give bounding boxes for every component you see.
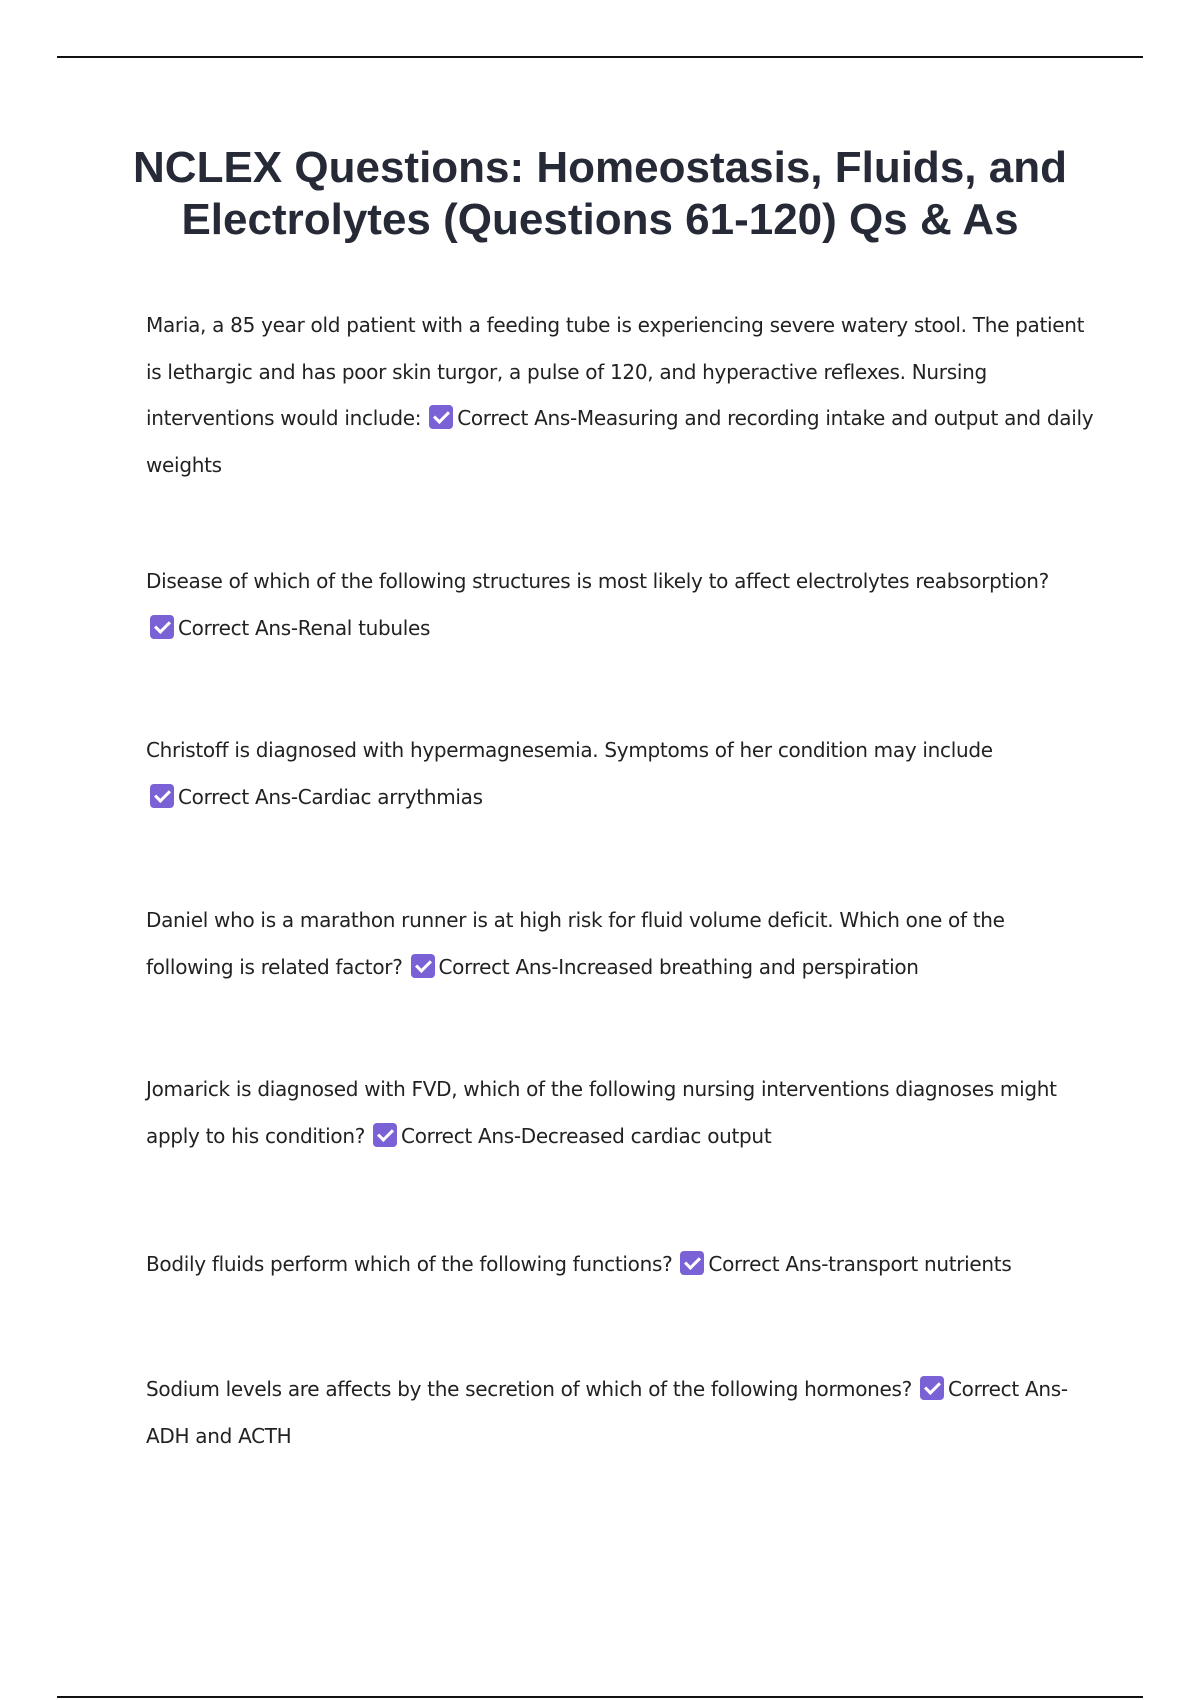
qa-item-6 [146, 1241, 1096, 1288]
answer-text: Correct Ans-Renal tubules [178, 615, 431, 640]
qa-item-2 [146, 558, 1096, 651]
question-text: Disease of which of the following structures is most likely to affect electrolytes reabsorption? [146, 569, 1049, 593]
qa-item-4 [146, 897, 1096, 990]
question-text: Maria, a 85 year old patient with a feeding tube is experiencing severe watery stool. The patient is lethargic and has poor skin turgor, a pulse of 120, and hyperactive reflexes. Nursing interventions would include: [146, 313, 1085, 430]
top-rule [57, 56, 1143, 58]
page-title: NCLEX Questions: Homeostasis, Fluids, and Electrolytes (Questions 61-120) Qs & As [133, 143, 1067, 244]
answer-text: Correct Ans-Measuring and recording intake and output and daily weights [146, 406, 1094, 477]
answer-text: Correct Ans-Decreased cardiac output [401, 1123, 772, 1148]
question-text: Daniel who is a marathon runner is at high risk for fluid volume deficit. Which one of the following is related factor? [146, 908, 1005, 979]
checkbox-checked-icon [150, 615, 174, 639]
checkbox-checked-icon [680, 1251, 704, 1275]
bottom-rule [57, 1696, 1143, 1698]
question-text: Sodium levels are affects by the secretion of which of the following hormones? [146, 1377, 912, 1401]
answer-text: Correct Ans-ADH and ACTH [146, 1377, 1068, 1448]
answer-text: Correct Ans-Cardiac arrythmias [178, 784, 483, 809]
qa-item-7 [146, 1366, 1096, 1459]
question-text: Jomarick is diagnosed with FVD, which of the following nursing interventions diagnoses might apply to his condition? [146, 1077, 1057, 1148]
checkbox-checked-icon [920, 1376, 944, 1400]
answer-text: Correct Ans-transport nutrients [708, 1252, 1012, 1276]
question-text: Bodily fluids perform which of the following functions? [146, 1252, 673, 1276]
checkbox-checked-icon [429, 405, 453, 429]
checkbox-checked-icon [373, 1123, 397, 1147]
qa-item-1 [146, 302, 1096, 488]
answer-text: Correct Ans-Increased breathing and perspiration [438, 954, 919, 979]
checkbox-checked-icon [150, 784, 174, 808]
qa-item-5 [146, 1066, 1096, 1159]
qa-item-3 [146, 727, 1096, 820]
checkbox-checked-icon [411, 954, 435, 978]
question-text: Christoff is diagnosed with hypermagnesemia. Symptoms of her condition may include [146, 738, 993, 762]
